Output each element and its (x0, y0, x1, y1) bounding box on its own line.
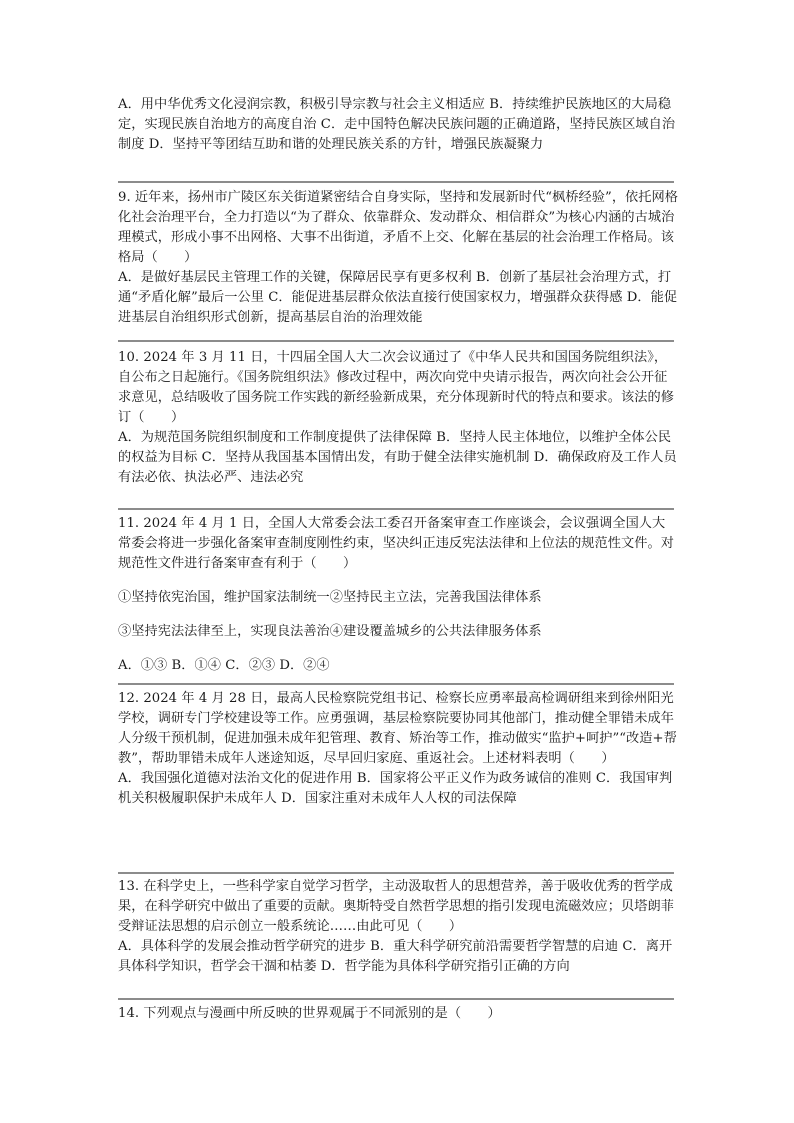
question-11-items-1-2: ①坚持依宪治国，维护国家法制统一②坚持民主立法，完善我国法律体系 (118, 590, 542, 605)
question-9-options: A．是做好基层民主管理工作的关键，保障居民享有更多权利 B．创新了基层社会治理方式，打通“矛盾化解”最后一公里 C．能促进基层群众依法直接行使国家权力，增强群众获得感 D．能促进基层自治组织形式创新，提高基层自治的治理效能 (118, 270, 678, 325)
question-12 (118, 689, 678, 809)
divider (118, 181, 674, 183)
question-12-options: A．我国强化道德对法治文化的促进作用 B．国家将公平正义作为政务诚信的准则 C．我国审判机关积极履职保护未成年人 D．国家注重对未成年人人权的司法保障 (118, 771, 673, 806)
question-8-options-block (118, 95, 678, 155)
question-11 (118, 514, 678, 676)
question-14-stem: 14. 下列观点与漫画中所反映的世界观属于不同派别的是（ ） (118, 1006, 501, 1021)
question-11-stem: 11. 2024 年 4 月 1 日，全国人大常委会法工委召开备案审查工作座谈会，会议强调全国人大常委会将进一步强化备案审查制度刚性约束，坚决纠正违反宪法法律和上位法的规范性文件。对规范性文件进行备案审查有利于（ ） (118, 516, 674, 571)
question-14 (118, 1004, 678, 1024)
question-13-options: A．具体科学的发展会推动哲学研究的进步 B．重大科学研究前沿需要哲学智慧的启迪 C．离开具体科学知识，哲学会干涸和枯萎 D．哲学能为具体科学研究指引正确的方向 (118, 939, 673, 974)
question-9 (118, 188, 678, 328)
divider (118, 340, 674, 342)
divider (118, 508, 674, 510)
divider (118, 872, 674, 874)
question-10-options: A．为规范国务院组织制度和工作制度提供了法律保障 B．坚持人民主体地位，以维护全体公民的权益为目标 C．坚持从我国基本国情出发，有助于健全法律实施机制 D．确保政府及工作人员有法必依、执法必严、违法必究 (118, 430, 677, 485)
question-12-stem: 12. 2024 年 4 月 28 日，最高人民检察院党组书记、检察长应勇率最高检调研组来到徐州阳光学校，调研专门学校建设等工作。应勇强调，基层检察院要协同其他部门，推动健全罪错未成年人分级干预机制，促进加强未成年犯管理、教育、矫治等工作，推动做实“监护+呵护”“改造+帮教”，帮助罪错未成年人迷途知返，尽早回归家庭、重返社会。上述材料表明（ ） (118, 691, 677, 766)
divider (118, 683, 674, 685)
divider (118, 998, 674, 1000)
question-9-stem: 9. 近年来，扬州市广陵区东关街道紧密结合自身实际，坚持和发展新时代“枫桥经验”，依托网格化社会治理平台，全力打造以“为了群众、依靠群众、发动群众、相信群众”为核心内涵的古城治理模式，形成小事不出网格、大事不出街道，矛盾不上交、化解在基层的社会治理工作格局。该格局（ ） (118, 190, 679, 265)
question-11-options: A．①③ B．①④ C．②③ D．②④ (118, 658, 330, 673)
question-8-options: A．用中华优秀文化浸润宗教，积极引导宗教与社会主义相适应 B．持续维护民族地区的大局稳定，实现民族自治地方的高度自治 C．走中国特色解决民族问题的正确道路，坚持民族区域自治制度 D．坚持平等团结互助和谐的处理民族关系的方针，增强民族凝聚力 (118, 97, 676, 152)
question-11-items-3-4: ③坚持宪法法律至上，实现良法善治④建设覆盖城乡的公共法律服务体系 (118, 624, 542, 639)
question-13 (118, 877, 678, 977)
question-10-stem: 10. 2024 年 3 月 11 日，十四届全国人大二次会议通过了《中华人民共和国国务院组织法》，自公布之日起施行。《国务院组织法》修改过程中，两次向党中央请示报告，两次向社会公开征求意见，总结吸收了国务院工作实践的新经验新成果，充分体现新时代的特点和要求。该法的修订（ ） (118, 350, 674, 425)
question-10 (118, 348, 678, 488)
question-13-stem: 13. 在科学史上，一些科学家自觉学习哲学，主动汲取哲人的思想营养，善于吸收优秀的哲学成果，在科学研究中做出了重要的贡献。奥斯特受自然哲学思想的指引发现电流磁效应；贝塔朗菲受辩证法思想的启示创立一般系统论……由此可见（ ） (118, 879, 674, 934)
